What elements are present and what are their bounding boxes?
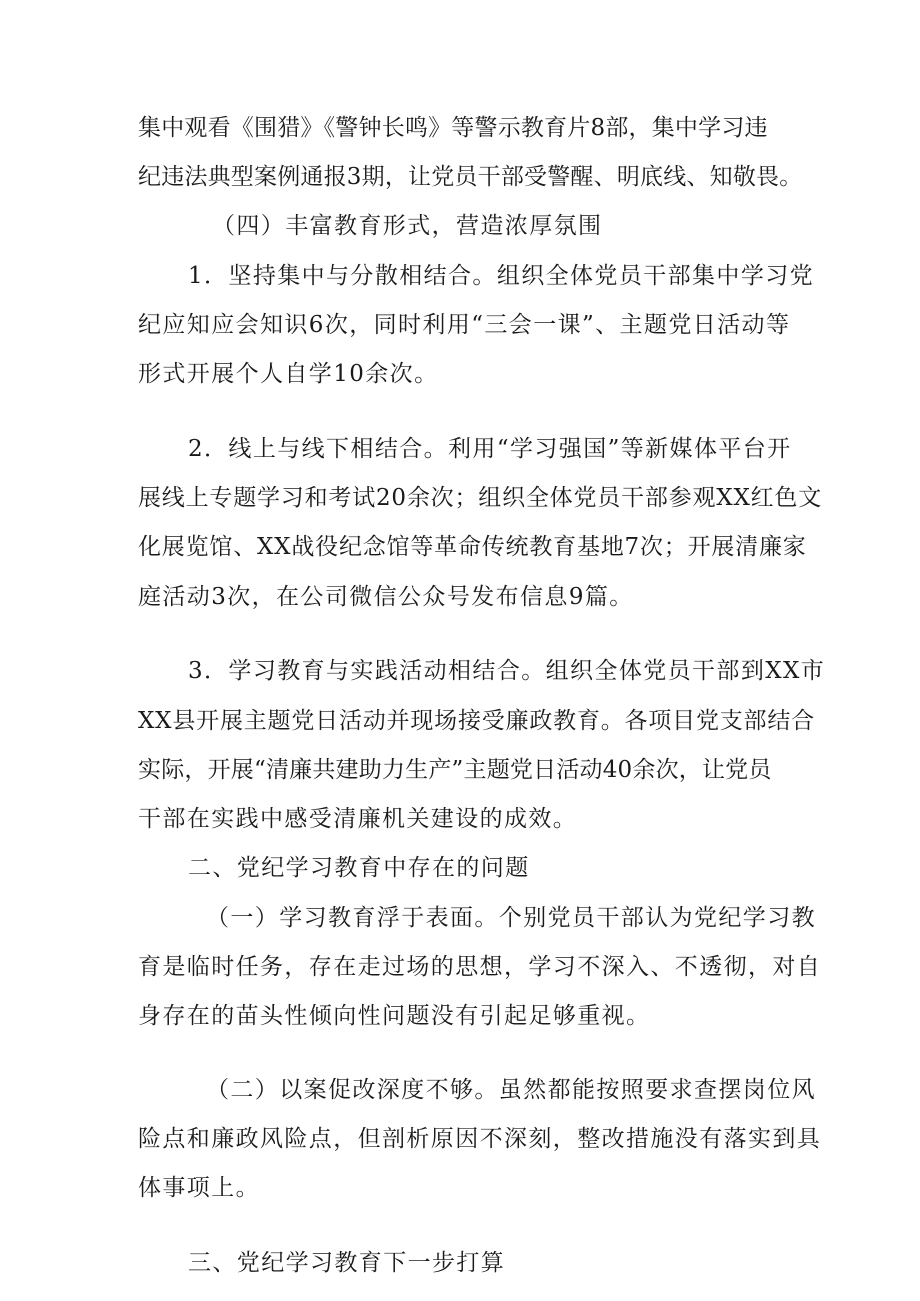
body-text-line: 2．线上与线下相结合。利用“学习强国”等新媒体平台开: [188, 436, 792, 462]
body-text-line: 身存在的苗头性倾向性问题没有引起足够重视。: [138, 1003, 651, 1029]
body-text-line: 形式开展个人自学10余次。: [138, 361, 439, 387]
section-heading-three: 三、党纪学习教育下一步打算: [188, 1250, 506, 1276]
body-text-line: 3．学习教育与实践活动相结合。组织全体党员干部到XX市: [188, 658, 826, 684]
subheading-four: （四）丰富教育形式，营造浓厚氛围: [212, 213, 603, 239]
body-text-line: 干部在实践中感受清廉机关建设的成效。: [138, 806, 578, 832]
body-text-line: （一）学习教育浮于表面。个别党员干部认为党纪学习教: [206, 905, 816, 931]
body-text-line: 化展览馆、XX战役纪念馆等革命传统教育基地7次；开展清廉家: [138, 534, 807, 560]
body-text-line: 险点和廉政风险点，但剖析原因不深刻，整改措施没有落实到具: [138, 1126, 822, 1152]
body-text-line: XX县开展主题党日活动并现场接受廉政教育。各项目党支部结合: [138, 708, 815, 734]
body-text-line: 展线上专题学习和考试20余次；组织全体党员干部参观XX红色文: [138, 485, 823, 511]
body-text-line: 庭活动3次，在公司微信公众号发布信息9篇。: [138, 584, 634, 610]
body-text-line: （二）以案促改深度不够。虽然都能按照要求查摆岗位风: [206, 1077, 816, 1103]
body-text-line: 纪应知应会知识6次，同时利用“三会一课”、主题党日活动等: [138, 312, 791, 338]
body-text-line: 育是临时任务，存在走过场的思想，学习不深入、不透彻，对自: [138, 954, 822, 980]
body-text-line: 纪违法典型案例通报3期，让党员干部受警醒、明底线、知敬畏。: [138, 164, 803, 190]
body-text-line: 实际，开展“清廉共建助力生产”主题党日活动40余次，让党员: [138, 757, 772, 783]
body-text-line: 1．坚持集中与分散相结合。组织全体党员干部集中学习党: [188, 263, 815, 289]
body-text-line: 集中观看《围猎》《警钟长鸣》等警示教育片8部，集中学习违: [138, 115, 768, 141]
section-heading-two: 二、党纪学习教育中存在的问题: [188, 855, 530, 881]
body-text-line: 体事项上。: [138, 1175, 260, 1201]
